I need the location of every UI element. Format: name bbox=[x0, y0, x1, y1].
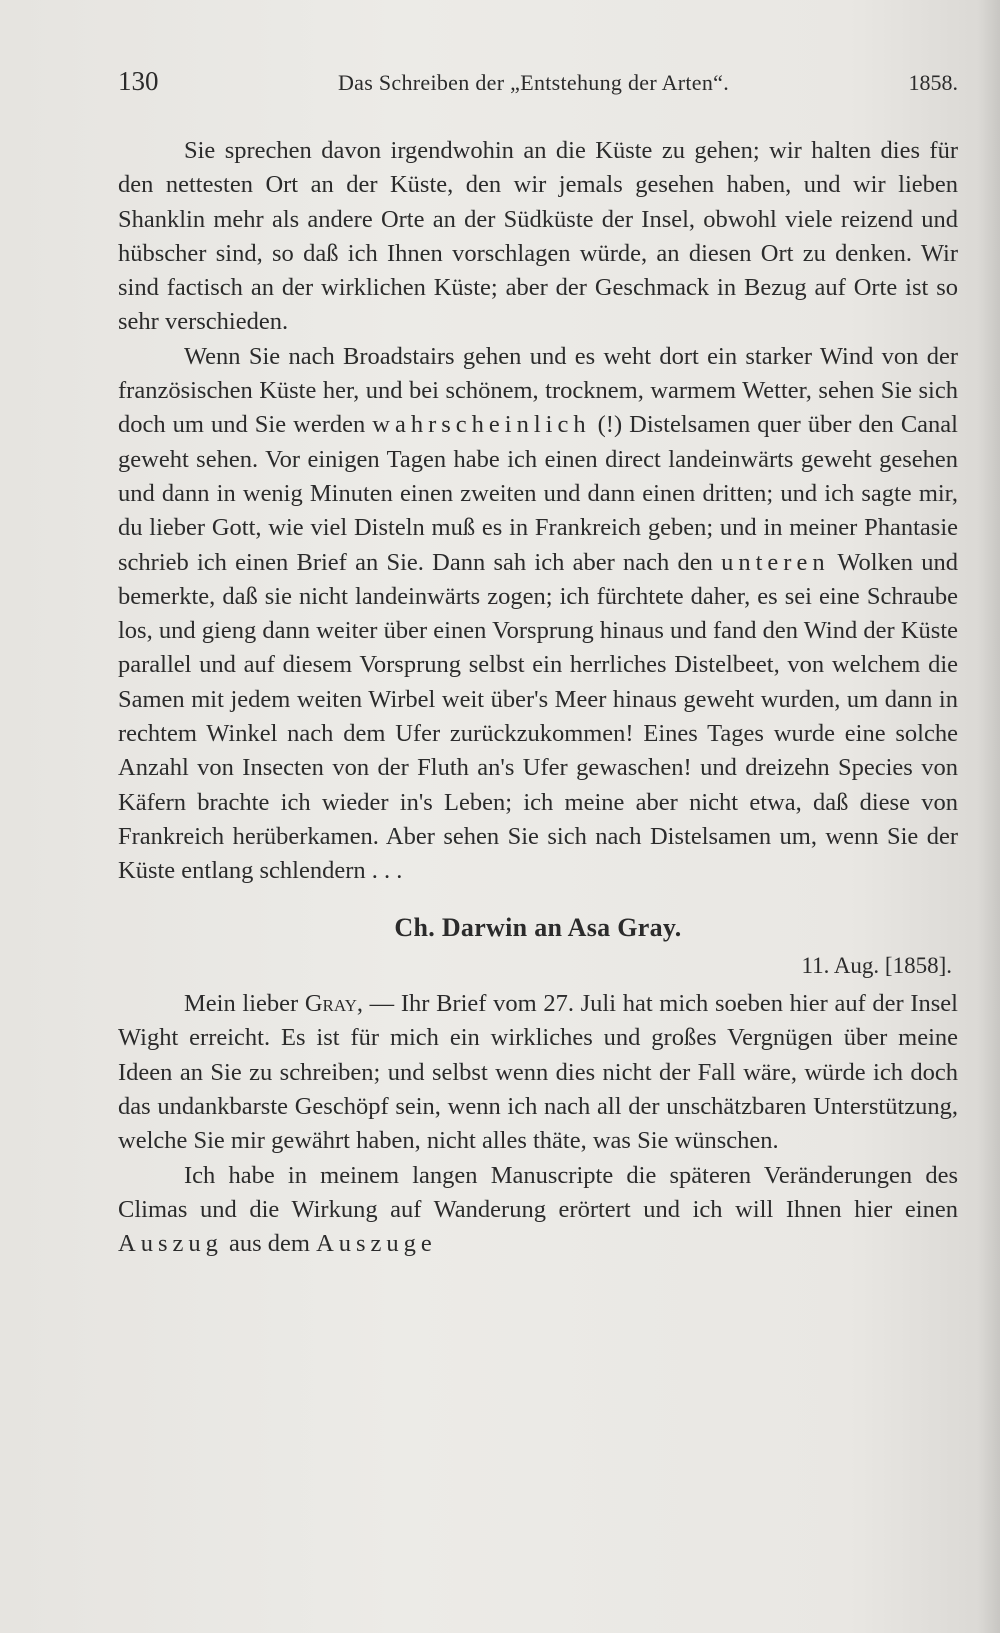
paragraph-2-text-3: Wolken und bemerkte, daß sie nicht landeinwärts zogen; ich fürchtete daher, es sei eine Schraube los, und gieng dann weiter über einen Vorsprung hinaus und fand den Wind der Küste parallel und auf diesem Vorsprung selbst ein herrliches Distelbeet, von welchem die Samen mit jedem weiten Wirbel weit über's Meer hinaus geweht wurden, um dann in rechtem Winkel nach dem Ufer zurückzukommen! Eines Tages wurde eine solche Anzahl von Insecten von der Fluth an's Ufer gewaschen! und dreizehn Species von Käfern brachte ich wieder in's Leben; ich meine aber nicht etwa, daß diese von Frankreich herüberkamen. Aber sehen Sie sich nach Distelsamen um, wenn Sie der Küste entlang schlendern . . . bbox=[118, 548, 958, 885]
paragraph-2 bbox=[118, 340, 958, 889]
page-body bbox=[118, 134, 958, 1262]
paragraph-4-text-1: Ich habe in meinem langen Manuscripte die späteren Veränderungen des Climas und die Wirkung auf Wanderung erörtert und ich will Ihnen hier einen bbox=[118, 1161, 958, 1223]
spaced-word-unteren: unteren bbox=[721, 548, 830, 576]
salutation: Mein lieber bbox=[184, 990, 305, 1018]
spaced-word-auszuge: Auszuge bbox=[316, 1230, 437, 1258]
header-year: 1858. bbox=[908, 70, 958, 95]
running-title: Das Schreiben der „Entstehung der Arten“. bbox=[337, 70, 730, 95]
paragraph-4-text-2: aus dem bbox=[222, 1230, 317, 1258]
page-number: 130 bbox=[118, 66, 159, 96]
letter-heading: Ch. Darwin an Asa Gray. bbox=[394, 912, 682, 942]
running-header bbox=[118, 66, 958, 106]
paragraph-1: Sie sprechen davon irgendwohin an die Küste zu gehen; wir halten dies für den nettesten Ort an der Küste, den wir jemals gesehen haben, und wir lieben Shanklin mehr als andere Orte an der Südküste der Insel, obwohl viele reizend und hübscher sind, so daß ich Ihnen vorschlagen würde, an diesen Ort zu denken. Wir sind factisch an der wirklichen Küste; aber der Geschmack in Bezug auf Orte ist so sehr verschieden. bbox=[118, 137, 958, 336]
paragraph-2-text-2: (!) Distelsamen quer über den Canal geweht sehen. Vor einigen Tagen habe ich einen direct landeinwärts geweht gesehen und dann in wenig Minuten einen zweiten und dann einen dritten; und ich sagte mir, du lieber Gott, wie viel Disteln muß es in Frankreich geben; und in meiner Phantasie schrieb ich einen Brief an Sie. Dann sah ich aber nach den bbox=[118, 411, 958, 576]
letter-date: 11. Aug. [1858]. bbox=[801, 952, 952, 978]
paragraph-3-text: , — Ihr Brief vom 27. Juli hat mich soeben hier auf der Insel Wight erreicht. Es ist für mich ein wirkliches und großes Vergnügen über meine Ideen an Sie zu schreiben; und selbst wenn dies nicht der Fall wäre, würde ich doch das undankbarste Geschöpf sein, wenn ich nach all der unschätzbaren Unterstützung, welche Sie mir gewährt haben, nicht alles thäte, was Sie wünschen. bbox=[118, 990, 958, 1155]
spaced-word-auszug: Auszug bbox=[118, 1230, 223, 1258]
paragraph-3 bbox=[118, 987, 958, 1158]
spaced-word-wahrscheinlich: wahrscheinlich bbox=[372, 411, 591, 439]
paragraph-2-text-1: Wenn Sie nach Broadstairs gehen und es weht dort ein starker Wind von der französischen Küste her, und bei schönem, trocknem, warmem Wetter, sehen Sie sich doch um und Sie werden bbox=[118, 342, 958, 439]
page-gutter-shadow bbox=[978, 0, 1000, 1633]
paragraph-4 bbox=[118, 1159, 958, 1262]
recipient-name: Gray bbox=[304, 990, 357, 1018]
